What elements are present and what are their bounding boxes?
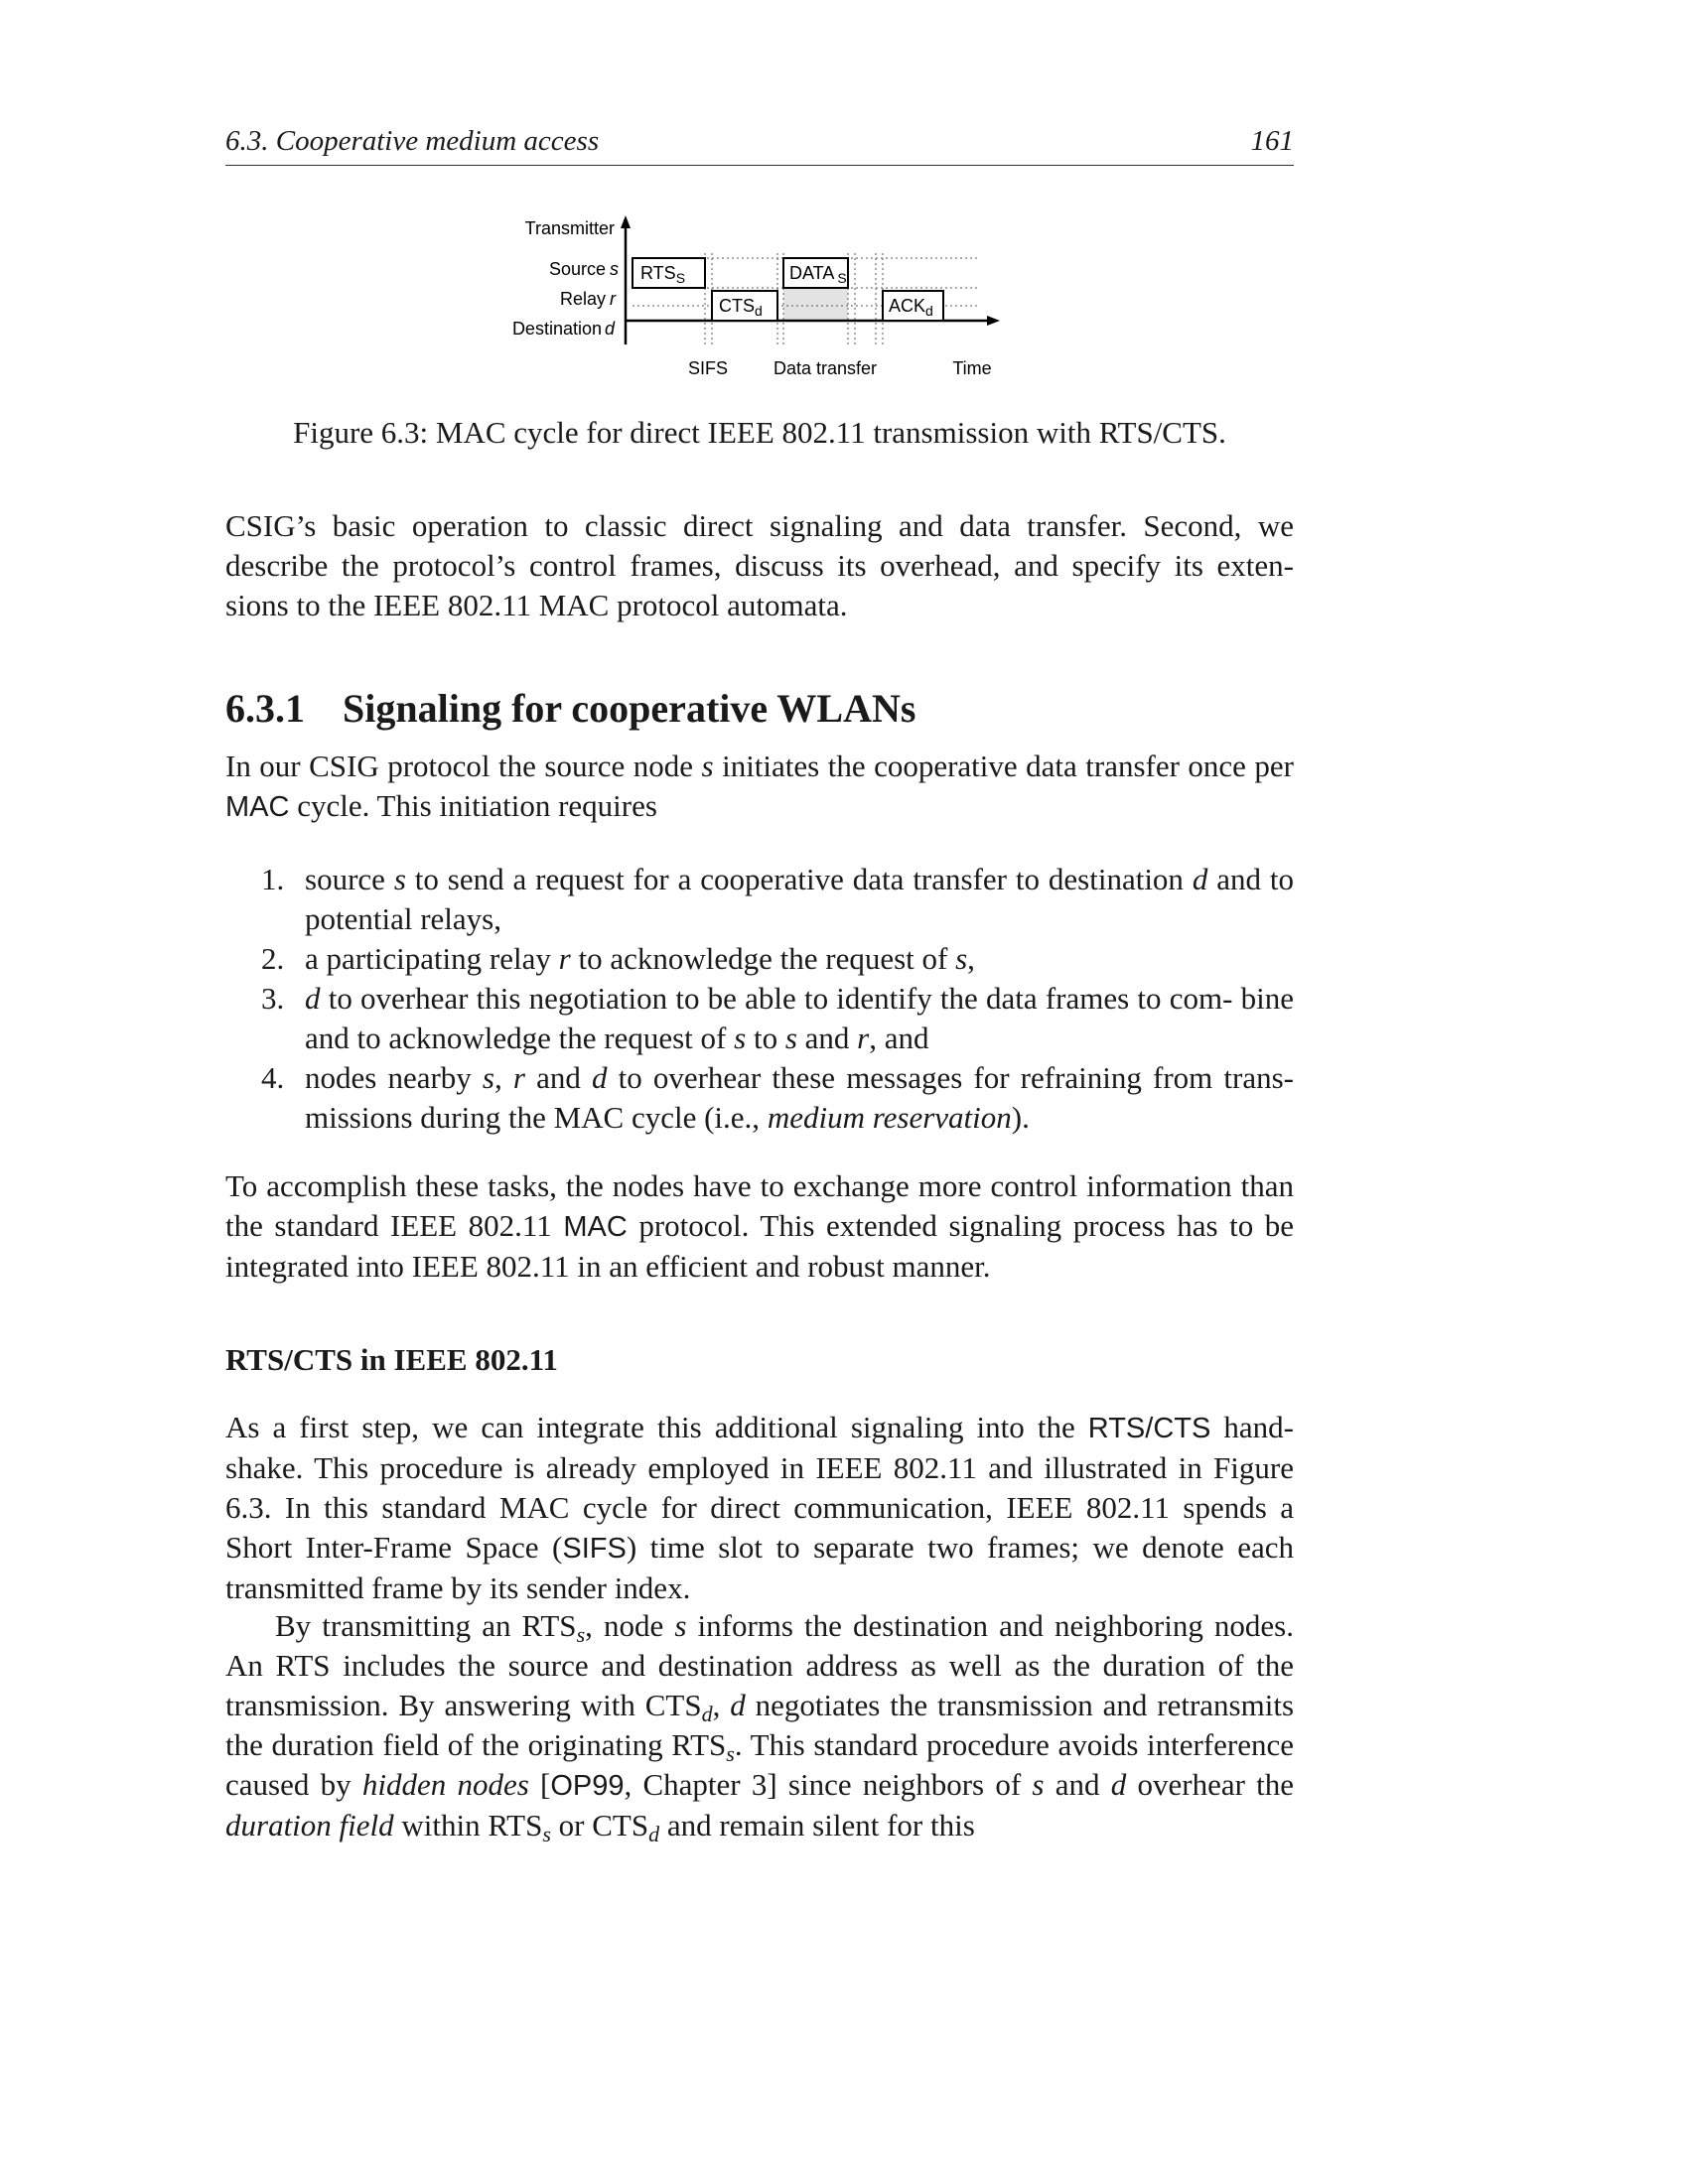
list-item: 2. a participating relay r to acknowledge the request of s,	[261, 941, 975, 976]
row-var-relay: r	[610, 289, 616, 309]
list-item: 4. nodes nearby s, r and d to overhear these messages for refraining from trans- missions during the MAC cycle (i.e., medium reservation).	[261, 1060, 1294, 1135]
y-axis-label: Transmitter	[524, 218, 615, 238]
row-label-relay: Relay	[559, 289, 606, 309]
frame-ack-label: $ACK_d$	[889, 296, 933, 319]
subsection-heading: RTS/CTS in IEEE 802.11	[225, 1342, 558, 1377]
x-label-data-transfer: Data transfer	[773, 358, 878, 378]
row-var-destination: d	[605, 319, 616, 339]
section-heading	[225, 685, 915, 732]
frame-data-label: DATA $_S$	[789, 263, 847, 286]
frame-cts-label: $CTS_d$	[719, 296, 763, 319]
row-var-source: s	[610, 259, 619, 279]
mac-cycle-diagram	[225, 213, 1294, 392]
paragraph-intro-line: CSIG’s basic operation to classic direct signaling and data transfer. Second, we	[225, 508, 1294, 543]
citation-link[interactable]: OP99	[550, 1770, 625, 1802]
figure-mac-cycle	[225, 213, 1294, 392]
paragraph-intro	[225, 506, 1294, 625]
x-label-time: Time	[952, 358, 992, 378]
running-header	[225, 123, 1294, 166]
paragraph-transmission: By transmitting an $RTS_s$, node s informs the destination and neighboring nodes. An RTS includes the source and destination address as well as the duration of the transmission. By answering with $CTS_d$, d negotiates the transmission and retransmits the duration field of the originating $RTS_s$. This standard procedure avoids interference caused by hidden nodes [OP99, Chapter 3] since neighbors of s and d overhear the duration field within $RTS_s$ or $CTS_d$ and remain silent for this	[225, 1608, 1295, 1846]
row-label-destination: Destination	[511, 319, 602, 339]
frame-rts-label: $RTS_S$	[640, 263, 686, 286]
section-number: 6.3.1	[225, 686, 305, 731]
header-section-title: 6.3. Cooperative medium access	[225, 125, 600, 157]
requirements-list	[225, 860, 1294, 1138]
paragraph-csig: In our CSIG protocol the source node s initiates the cooperative data transfer once per MAC cycle. This initiation requires	[225, 749, 1294, 823]
list-item: 3. d to overhear this negotiation to be able to identify the data frames to com- bine and to acknowledge the request of s to s and r, and	[261, 981, 1294, 1055]
paragraph-tasks: To accomplish these tasks, the nodes have to exchange more control information than the standard IEEE 802.11 MAC protocol. This extended signaling process has to be integrated into IEEE 802.11 in an efficient and robust manner.	[225, 1168, 1295, 1284]
y-axis-arrow	[621, 215, 631, 228]
paragraph-intro-line: describe the protocol’s control frames, discuss its overhead, and specify its exten-	[225, 548, 1294, 583]
x-axis-arrow	[987, 316, 1000, 326]
list-item: 1. source s to send a request for a cooperative data transfer to destination d and to potential relays,	[261, 862, 1294, 936]
paragraph-intro-line: sions to the IEEE 802.11 MAC protocol automata.	[225, 588, 848, 622]
row-label-source: Source	[548, 259, 606, 279]
figure-caption: Figure 6.3: MAC cycle for direct IEEE 802.11 transmission with RTS/CTS.	[293, 415, 1226, 450]
paragraph-rtscts: As a first step, we can integrate this additional signaling into the RTS/CTS hand- shake. This procedure is already employed in IEEE 802.11 and illustrated in Figure 6.3. In this standard MAC cycle for direct communication, IEEE 802.11 spends a Short Inter-Frame Space (SIFS) time slot to separate two frames; we denote each transmitted frame by its sender index.	[225, 1410, 1295, 1605]
section-title: Signaling for cooperative WLANs	[343, 686, 916, 731]
page-number: 161	[1250, 125, 1294, 157]
x-label-sifs: SIFS	[687, 358, 729, 378]
data-transfer-shading	[783, 288, 848, 321]
